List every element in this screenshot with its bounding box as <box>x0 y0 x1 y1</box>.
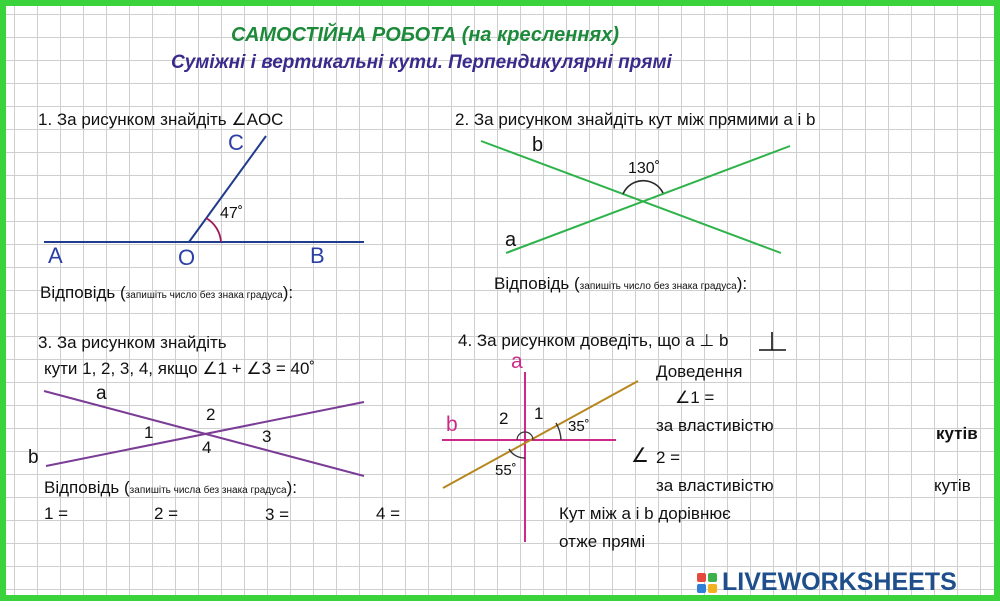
page-subtitle: Суміжні і вертикальні кути. Перпендикулярні прямі <box>171 52 672 73</box>
task3-answer <box>44 478 297 498</box>
task3-answer-2: 2 = <box>154 504 179 523</box>
task4-angle-35: 35˚ <box>568 418 590 435</box>
proof-property2: за властивістю <box>656 476 774 495</box>
label-point-b: B <box>310 243 325 268</box>
proof-kutiv2: кутів <box>934 476 971 495</box>
proof-angle1: ∠1 = <box>675 388 715 407</box>
task2-question: 2. За рисунком знайдіть кут між прямими a і b <box>455 110 816 129</box>
answer-label: Відповідь ( <box>494 274 580 293</box>
task4-angle-2: 2 <box>499 409 509 428</box>
task3-angle-3: 3 <box>262 427 272 446</box>
answer-label: Відповідь ( <box>40 283 126 302</box>
task1-question <box>38 110 283 130</box>
task3-label-a: a <box>96 383 107 404</box>
task2-label-a: a <box>505 229 517 251</box>
task2-answer <box>494 274 747 294</box>
task3-angle-1: 1 <box>144 423 154 442</box>
answer-hint: запишіть число без знака градуса <box>125 290 283 301</box>
task2-label-b: b <box>532 134 544 156</box>
task4-angle-1: 1 <box>534 404 544 423</box>
task3-answer-3: 3 = <box>265 505 290 524</box>
answer-label: Відповідь ( <box>44 478 130 497</box>
proof-angle2: 2 = <box>656 448 681 467</box>
task1-question-text: 1. За рисунком знайдіть <box>38 110 232 129</box>
answer-end: ): <box>736 274 748 293</box>
task4-angle-55: 55˚ <box>495 462 517 479</box>
transversal-task4 <box>443 381 638 488</box>
arc-130 <box>623 181 663 194</box>
task3-answer-1: 1 = <box>44 504 69 523</box>
liveworksheets-logo[interactable] <box>696 568 957 597</box>
label-point-c: C <box>228 130 244 155</box>
task1-angle-value: 47˚ <box>220 205 244 222</box>
proof-kutiv1: кутів <box>936 424 978 443</box>
task3-label-b: b <box>28 447 39 468</box>
task1-answer <box>40 283 293 303</box>
answer-end: ): <box>286 478 297 497</box>
proof-title: Доведення <box>656 362 743 381</box>
liveworksheets-logo-icon <box>696 572 718 594</box>
arc-right-angle <box>517 432 525 440</box>
task2-angle-value: 130˚ <box>628 160 661 177</box>
answer-hint: запишіть числа без знака градуса <box>129 485 287 496</box>
label-point-o: O <box>178 245 196 270</box>
task3-question-line2: кути 1, 2, 3, 4, якщо ∠1 + ∠3 = 40˚ <box>44 359 316 378</box>
label-point-a: A <box>48 243 63 268</box>
task3-angle-2: 2 <box>206 405 216 424</box>
task4-label-a: a <box>511 350 523 373</box>
proof-angle-symbol: ∠ <box>631 445 649 467</box>
task3-angle-4: 4 <box>202 438 212 457</box>
answer-hint: запишіть число без знака градуса <box>579 281 737 292</box>
task3-answer-4: 4 = <box>376 504 401 523</box>
task3-question-line1: 3. За рисунком знайдіть <box>38 333 227 352</box>
answer-end: ): <box>282 283 294 302</box>
liveworksheets-brand: LIVEWORKSHEETS <box>722 568 957 596</box>
proof-conclusion1: Кут між a і b дорівнює <box>559 504 731 523</box>
task1-angle-label: ∠AOC <box>231 110 284 129</box>
page-title: САМОСТІЙНА РОБОТА (на кресленнях) <box>231 24 619 46</box>
line-b-task2 <box>481 141 781 253</box>
proof-property1: за властивістю <box>656 416 774 435</box>
proof-conclusion2: отже прямі <box>559 532 646 551</box>
task4-label-b: b <box>446 413 458 436</box>
task4-question: 4. За рисунком доведіть, що a ⊥ b <box>458 331 729 350</box>
arc-47 <box>206 218 221 242</box>
